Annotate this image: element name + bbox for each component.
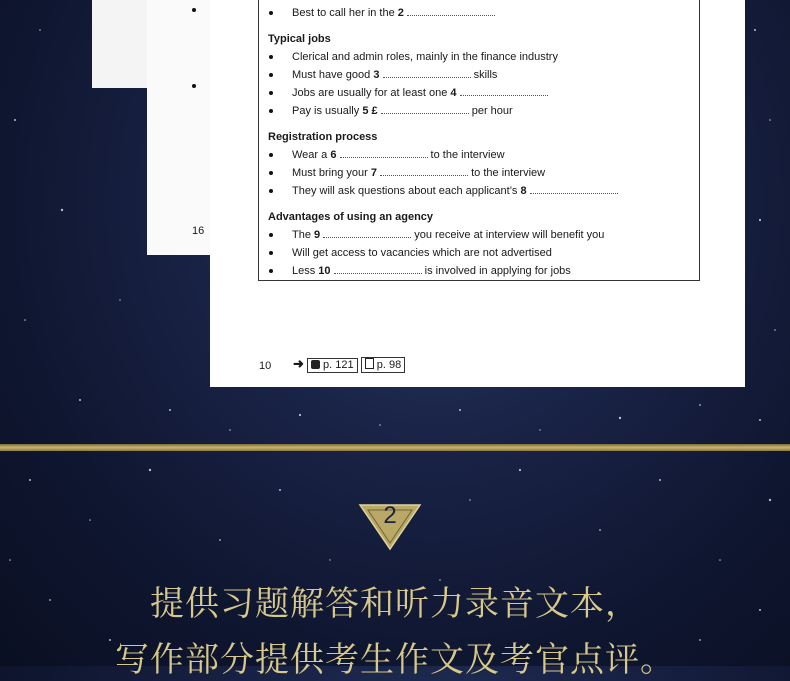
book-page-back-left — [92, 0, 152, 88]
feature-text-line-1: 提供习题解答和听力录音文本， — [150, 584, 640, 624]
page-number: 10 — [259, 360, 272, 372]
note-line: Clerical and admin roles, mainly in the finance industry — [292, 51, 558, 63]
bullet — [269, 269, 273, 273]
back-page-number: 16 — [192, 225, 205, 237]
document-icon — [365, 358, 374, 369]
note-line-9: The 9 you receive at interview will benefit you — [292, 229, 605, 241]
note-line-7: Must bring your 7 to the interview — [292, 167, 546, 179]
note-line: Will get access to vacancies which are not advertised — [292, 247, 552, 259]
section-heading-registration: Registration process — [268, 131, 378, 143]
section-heading-advantages: Advantages of using an agency — [268, 211, 434, 223]
note-line-4: Jobs are usually for at least one 4 — [292, 86, 548, 100]
bullet — [269, 189, 273, 193]
bullet — [192, 84, 196, 88]
bullet — [269, 91, 273, 95]
feature-text-line-2: 写作部分提供考生作文及考官点评。 — [115, 640, 675, 680]
answer-key-reference: p. 121 — [307, 358, 358, 373]
book-page-back — [147, 0, 217, 255]
note-line-8: They will ask questions about each applicant’s 8 — [292, 184, 618, 198]
note-line-5: Pay is usually 5 £ per hour — [292, 105, 513, 117]
bullet — [269, 11, 273, 15]
note-line-2: Best to call her in the 2 — [292, 6, 495, 20]
section-heading-typical-jobs: Typical jobs — [268, 33, 331, 45]
bullet — [269, 55, 273, 59]
arrow-right-icon: ➜ — [293, 356, 304, 371]
gold-divider — [0, 444, 790, 451]
bullet — [269, 109, 273, 113]
key-icon — [311, 360, 320, 369]
note-line-3: Must have good 3 skills — [292, 69, 498, 81]
bullet — [269, 73, 273, 77]
bullet — [269, 171, 273, 175]
bullet — [269, 233, 273, 237]
bullet — [192, 8, 196, 12]
bullet — [269, 251, 273, 255]
note-line-6: Wear a 6 to the interview — [292, 149, 505, 161]
badge-number: 2 — [383, 502, 397, 529]
transcript-reference: p. 98 — [361, 357, 406, 373]
book-page — [210, 0, 745, 387]
bullet — [269, 153, 273, 157]
note-line-10: Less 10 is involved in applying for jobs — [292, 265, 571, 277]
page-reference — [293, 357, 405, 373]
